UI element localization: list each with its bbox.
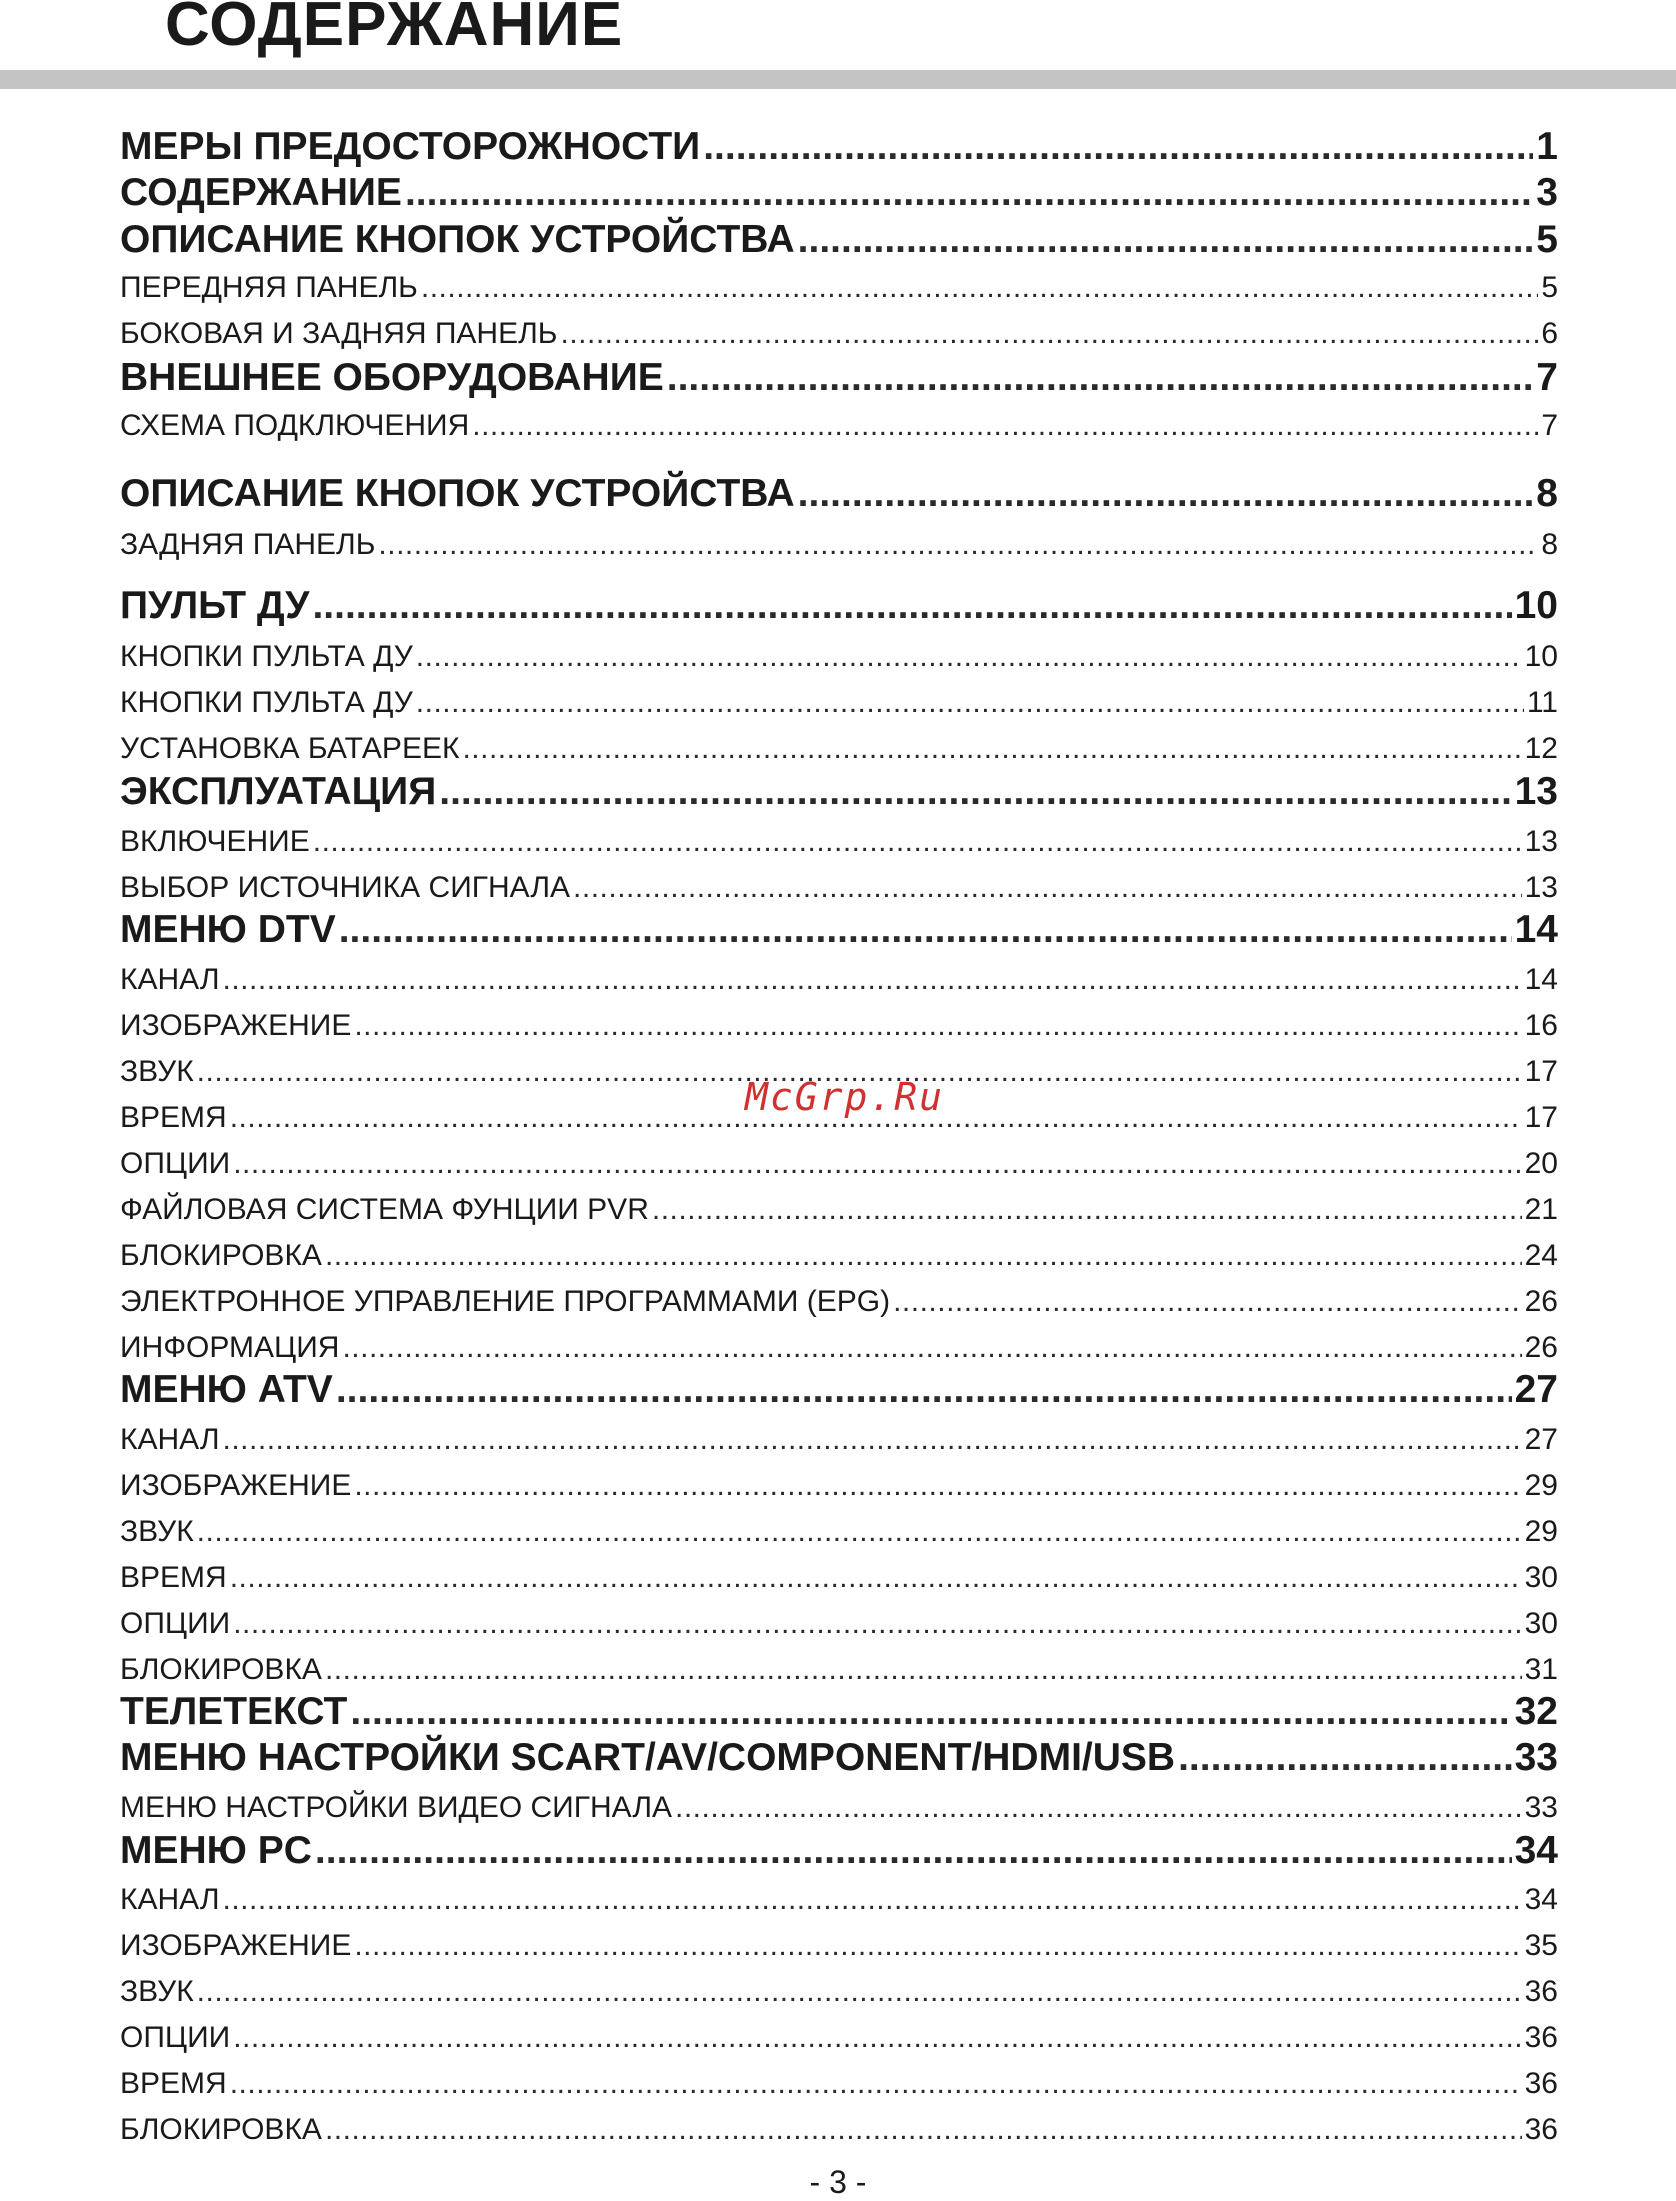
toc-entry-page: 33 [1514, 1736, 1558, 1779]
toc-entry-label: ФАЙЛОВАЯ СИСТЕМА ФУНЦИИ PVR [120, 1193, 649, 1226]
toc-entry-page: 26 [1524, 1285, 1558, 1318]
toc-entry-page: 36 [1524, 2113, 1558, 2146]
dot-leader [339, 908, 1512, 952]
toc-entry-label: ЭЛЕКТРОННОЕ УПРАВЛЕНИЕ ПРОГРАММАМИ (EPG) [120, 1285, 891, 1318]
toc-entry-page: 7 [1541, 409, 1558, 442]
toc-entry-label: ТЕЛЕТЕКСТ [120, 1690, 348, 1733]
toc-entry-page: 8 [1541, 528, 1558, 561]
toc-entry-label: ВКЛЮЧЕНИЕ [120, 825, 310, 858]
toc-entry-page: 14 [1514, 908, 1558, 951]
toc-entry[interactable] [120, 1146, 1558, 1182]
toc-entry-page: 13 [1514, 770, 1558, 813]
toc-entry[interactable] [120, 1974, 1558, 2010]
dot-leader [223, 1882, 1522, 1918]
toc-entry[interactable] [120, 770, 1558, 814]
toc-entry-page: 7 [1536, 356, 1558, 399]
toc-entry-page: 6 [1541, 317, 1558, 350]
toc-entry-page: 29 [1524, 1469, 1558, 1502]
toc-entry[interactable] [120, 527, 1558, 563]
dot-leader [421, 270, 1538, 306]
title-divider [0, 70, 1676, 89]
page-number: - 3 - [809, 2164, 867, 2200]
toc-entry-page: 13 [1524, 871, 1558, 904]
toc-entry-page: 36 [1524, 2067, 1558, 2100]
toc-entry-page: 34 [1514, 1829, 1558, 1872]
toc-entry-label: КАНАЛ [120, 1883, 220, 1916]
dot-leader [703, 125, 1533, 169]
toc-entry-page: 30 [1524, 1607, 1558, 1640]
toc-entry[interactable] [120, 1238, 1558, 1274]
dot-leader [472, 408, 1538, 444]
toc-entry-label: ИНФОРМАЦИЯ [120, 1331, 340, 1364]
toc-entry[interactable] [120, 1652, 1558, 1688]
toc-entry-label: ЗВУК [120, 1055, 194, 1088]
toc-entry-label: ИЗОБРАЖЕНИЕ [120, 1469, 352, 1502]
watermark: McGrp.Ru [745, 1075, 945, 1119]
toc-entry[interactable] [120, 1468, 1558, 1504]
toc-entry-label: СОДЕРЖАНИЕ [120, 171, 402, 214]
dot-leader [416, 685, 1524, 721]
toc-entry[interactable] [120, 870, 1558, 906]
toc-entry-page: 1 [1536, 125, 1558, 168]
toc-entry-label: МЕНЮ ATV [120, 1368, 333, 1411]
toc-entry-label: СХЕМА ПОДКЛЮЧЕНИЯ [120, 409, 470, 442]
toc-entry[interactable] [120, 1606, 1558, 1642]
toc-entry[interactable] [120, 1690, 1558, 1734]
toc-entry[interactable] [120, 218, 1558, 262]
toc-entry-page: 10 [1524, 640, 1558, 673]
toc-entry-page: 20 [1524, 1147, 1558, 1180]
toc-entry[interactable] [120, 356, 1558, 400]
dot-leader [312, 584, 1511, 628]
toc-entry[interactable] [120, 270, 1558, 306]
dot-leader [230, 2066, 1522, 2102]
toc-entry[interactable] [120, 1736, 1558, 1780]
dot-leader [1178, 1736, 1512, 1780]
toc-entry-page: 27 [1524, 1423, 1558, 1456]
dot-leader [233, 2020, 1521, 2056]
toc-entry-label: КАНАЛ [120, 1423, 220, 1456]
toc-entry-label: БЛОКИРОВКА [120, 2113, 322, 2146]
toc-entry-label: МЕНЮ НАСТРОЙКИ SCART/AV/COMPONENT/HDMI/USB [120, 1736, 1176, 1779]
toc-entry[interactable] [120, 1368, 1558, 1412]
dot-leader [325, 2112, 1522, 2148]
dot-leader [325, 1652, 1522, 1688]
toc-entry[interactable] [120, 408, 1558, 444]
toc-entry-label: ВРЕМЯ [120, 1561, 227, 1594]
toc-entry[interactable] [120, 1514, 1558, 1550]
toc-entry[interactable] [120, 316, 1558, 352]
toc-entry-page: 31 [1524, 1653, 1558, 1686]
dot-leader [223, 962, 1522, 998]
toc-entry[interactable] [120, 2020, 1558, 2056]
toc-entry-page: 12 [1524, 732, 1558, 765]
dot-leader [378, 527, 1538, 563]
toc-entry-page: 3 [1536, 171, 1558, 214]
toc-entry-page: 27 [1514, 1368, 1558, 1411]
toc-entry[interactable] [120, 171, 1558, 215]
toc-entry-page: 14 [1524, 963, 1558, 996]
dot-leader [652, 1192, 1522, 1228]
toc-entry[interactable] [120, 472, 1558, 516]
toc-entry-page: 30 [1524, 1561, 1558, 1594]
toc-entry[interactable] [120, 731, 1558, 767]
toc-entry-label: ОПЦИИ [120, 2021, 231, 2054]
toc-entry-label: МЕНЮ НАСТРОЙКИ ВИДЕО СИГНАЛА [120, 1791, 673, 1824]
toc-entry-label: ВЫБОР ИСТОЧНИКА СИГНАЛА [120, 871, 571, 904]
toc-entry-label: МЕНЮ DTV [120, 908, 336, 951]
toc-entry-label: ВРЕМЯ [120, 2067, 227, 2100]
toc-entry-label: МЕРЫ ПРЕДОСТОРОЖНОСТИ [120, 125, 701, 168]
toc-entry[interactable] [120, 1829, 1558, 1873]
toc-entry-page: 16 [1524, 1009, 1558, 1042]
toc-entry-page: 21 [1524, 1193, 1558, 1226]
toc-entry-page: 17 [1524, 1055, 1558, 1088]
dot-leader [230, 1560, 1522, 1596]
toc-entry-label: ПЕРЕДНЯЯ ПАНЕЛЬ [120, 271, 418, 304]
dot-leader [197, 1974, 1522, 2010]
toc-entry-label: ЗВУК [120, 1975, 194, 2008]
dot-leader [462, 731, 1521, 767]
toc-entry-label: БОКОВАЯ И ЗАДНЯЯ ПАНЕЛЬ [120, 317, 558, 350]
toc-entry-page: 5 [1536, 218, 1558, 261]
toc-entry-label: ОПИСАНИЕ КНОПОК УСТРОЙСТВА [120, 218, 795, 261]
toc-entry-label: ЭКСПЛУАТАЦИЯ [120, 770, 437, 813]
toc-entry-page: 24 [1524, 1239, 1558, 1272]
toc-entry-page: 36 [1524, 2021, 1558, 2054]
toc-entry[interactable] [120, 908, 1558, 952]
toc-entry[interactable] [120, 1192, 1558, 1228]
toc-entry-label: КАНАЛ [120, 963, 220, 996]
toc-entry-label: БЛОКИРОВКА [120, 1239, 322, 1272]
toc-entry-page: 13 [1524, 825, 1558, 858]
toc-entry[interactable] [120, 2112, 1558, 2148]
toc-entry-page: 17 [1524, 1101, 1558, 1134]
toc-entry[interactable] [120, 1330, 1558, 1366]
toc-entry[interactable] [120, 962, 1558, 998]
dot-leader [354, 1468, 1521, 1504]
toc-entry-label: ОПЦИИ [120, 1147, 231, 1180]
dot-leader [439, 770, 1511, 814]
toc-entry[interactable] [120, 685, 1558, 721]
toc-entry-label: КНОПКИ ПУЛЬТА ДУ [120, 686, 413, 719]
toc-entry[interactable] [120, 1284, 1558, 1320]
toc-entry-page: 36 [1524, 1975, 1558, 2008]
toc-entry-label: ВНЕШНЕЕ ОБОРУДОВАНИЕ [120, 356, 664, 399]
dot-leader [416, 639, 1522, 675]
toc-entry-page: 8 [1536, 472, 1558, 515]
dot-leader [342, 1330, 1521, 1366]
toc-entry[interactable] [120, 824, 1558, 860]
dot-leader [667, 356, 1534, 400]
dot-leader [325, 1238, 1522, 1274]
toc-entry-page: 32 [1514, 1690, 1558, 1733]
dot-leader [313, 824, 1522, 860]
toc-entry[interactable] [120, 1560, 1558, 1596]
dot-leader [893, 1284, 1522, 1320]
toc-entry-label: ПУЛЬТ ДУ [120, 584, 310, 627]
toc-entry-label: ИЗОБРАЖЕНИЕ [120, 1009, 352, 1042]
page-title: СОДЕРЖАНИЕ [165, 0, 624, 59]
toc-entry-label: БЛОКИРОВКА [120, 1653, 322, 1686]
toc-entry-label: КНОПКИ ПУЛЬТА ДУ [120, 640, 413, 673]
toc-entry[interactable] [120, 1008, 1558, 1044]
toc-entry-page: 34 [1524, 1883, 1558, 1916]
toc-entry[interactable] [120, 1928, 1558, 1964]
toc-entry-page: 10 [1514, 584, 1558, 627]
dot-leader [315, 1829, 1512, 1873]
toc-entry-label: МЕНЮ PC [120, 1829, 312, 1872]
toc-entry[interactable] [120, 1882, 1558, 1918]
dot-leader [675, 1790, 1522, 1826]
toc-entry[interactable] [120, 125, 1558, 169]
toc-entry-page: 33 [1524, 1791, 1558, 1824]
toc-entry-label: ИЗОБРАЖЕНИЕ [120, 1929, 352, 1962]
dot-leader [336, 1368, 1512, 1412]
toc-entry-page: 11 [1526, 686, 1558, 719]
dot-leader [354, 1008, 1521, 1044]
toc-entry-label: ЗВУК [120, 1515, 194, 1548]
toc-entry[interactable] [120, 584, 1558, 628]
dot-leader [405, 171, 1533, 215]
dot-leader [573, 870, 1522, 906]
toc-entry-page: 29 [1524, 1515, 1558, 1548]
dot-leader [233, 1146, 1521, 1182]
dot-leader [223, 1422, 1522, 1458]
dot-leader [197, 1514, 1522, 1550]
toc-entry-label: ЗАДНЯЯ ПАНЕЛЬ [120, 528, 376, 561]
dot-leader [233, 1606, 1521, 1642]
dot-leader [354, 1928, 1521, 1964]
toc-entry-label: ОПЦИИ [120, 1607, 231, 1640]
toc-entry[interactable] [120, 1422, 1558, 1458]
toc-entry-label: ВРЕМЯ [120, 1101, 227, 1134]
toc-entry[interactable] [120, 1790, 1558, 1826]
toc-entry-page: 5 [1541, 271, 1558, 304]
toc-entry-page: 35 [1524, 1929, 1558, 1962]
toc-entry-label: ОПИСАНИЕ КНОПОК УСТРОЙСТВА [120, 472, 795, 515]
dot-leader [350, 1690, 1511, 1734]
dot-leader [798, 218, 1534, 262]
dot-leader [560, 316, 1538, 352]
dot-leader [798, 472, 1534, 516]
toc-entry-label: УСТАНОВКА БАТАРЕЕК [120, 732, 460, 765]
toc-entry-page: 26 [1524, 1331, 1558, 1364]
toc-entry[interactable] [120, 2066, 1558, 2102]
toc-entry[interactable] [120, 639, 1558, 675]
